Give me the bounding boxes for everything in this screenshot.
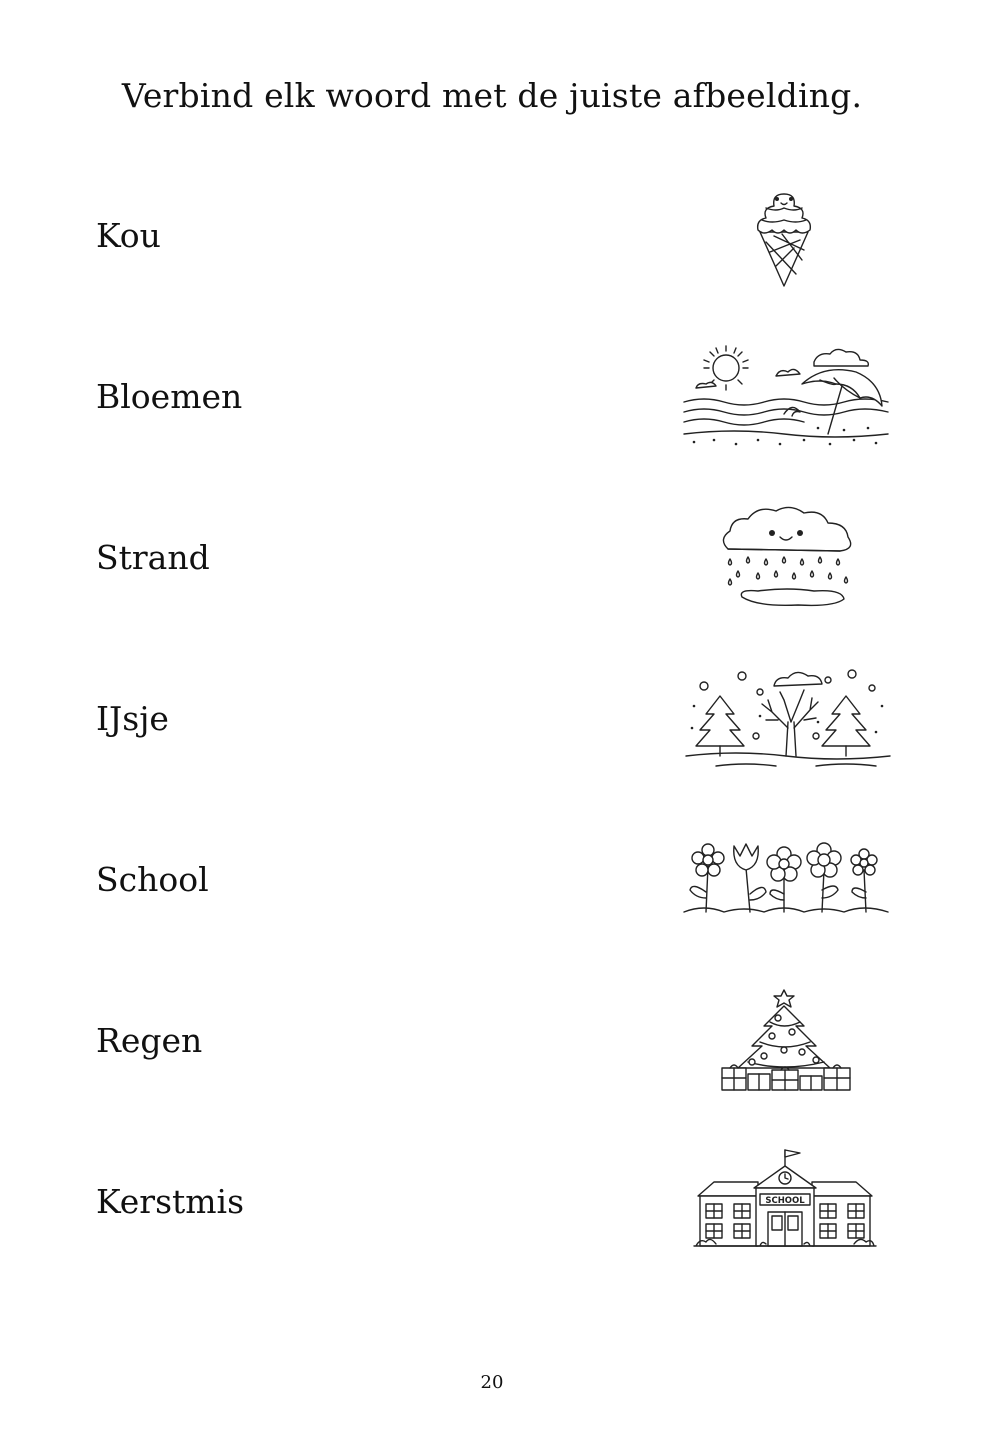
ice-cream-icon[interactable] [752, 180, 816, 290]
flowers-icon[interactable] [684, 842, 888, 916]
beach-icon[interactable] [684, 342, 888, 450]
school-sign-text: SCHOOL [765, 1196, 805, 1206]
word-regen[interactable]: Regen [96, 1021, 203, 1060]
word-bloemen[interactable]: Bloemen [96, 377, 243, 416]
christmas-tree-icon[interactable] [720, 988, 854, 1094]
page-number: 20 [480, 1372, 504, 1393]
word-ijsje[interactable]: IJsje [96, 699, 169, 738]
school-building-icon[interactable] [694, 1148, 876, 1250]
word-strand[interactable]: Strand [96, 538, 210, 577]
instruction-title: Verbind elk woord met de juiste afbeelding. [121, 76, 863, 115]
word-kerstmis[interactable]: Kerstmis [96, 1182, 245, 1221]
winter-snow-icon[interactable] [686, 666, 890, 772]
word-kou[interactable]: Kou [96, 216, 161, 255]
word-school[interactable]: School [96, 860, 209, 899]
rain-cloud-icon[interactable] [718, 505, 856, 609]
